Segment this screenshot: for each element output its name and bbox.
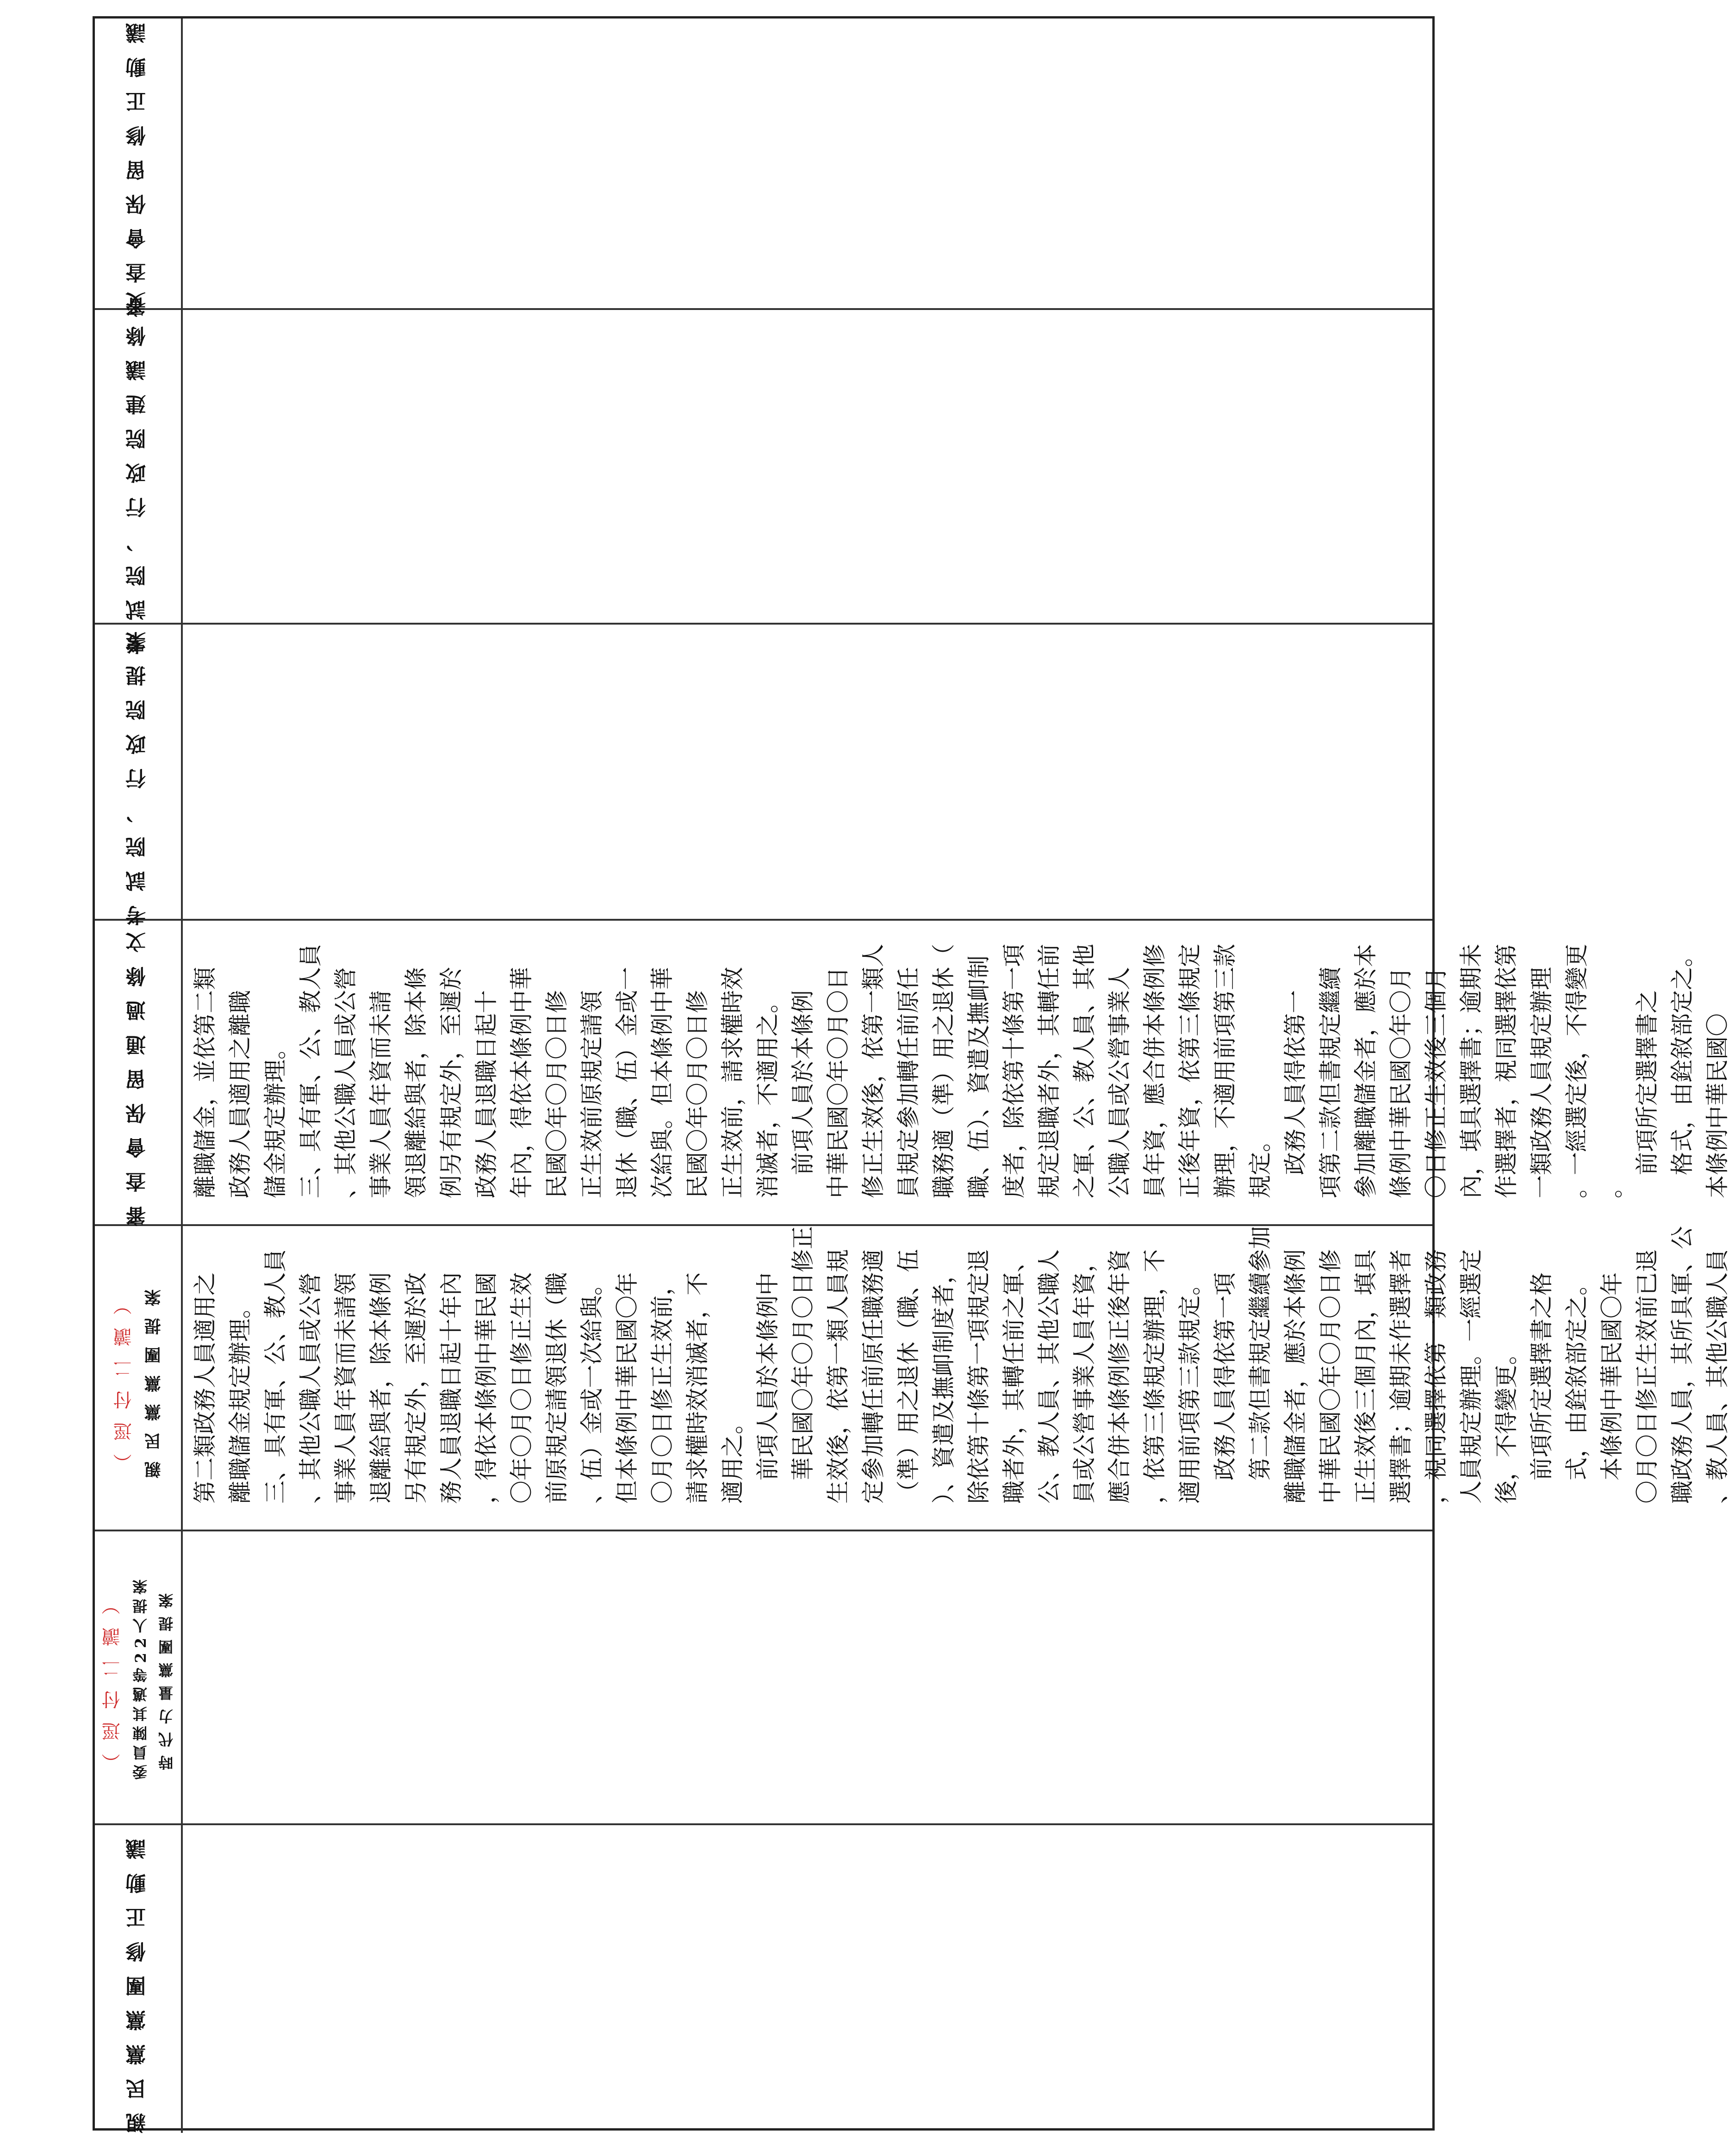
text-line: 政務人員得依第一項 (1212, 1272, 1238, 1481)
header-cell (95, 1531, 183, 1823)
text-line: 次給與。但本條例中華 (649, 967, 676, 1198)
text-line: 一類政務人員規定辦理 (1528, 967, 1555, 1198)
text-line: 生效後，依第一類人員規 (825, 1249, 852, 1504)
text-cell (183, 921, 1731, 1224)
document-page (28, 0, 1731, 2156)
text-line: 前項人員於本條例中 (754, 1272, 781, 1481)
header-cell (95, 9, 183, 317)
text-line: 本條例中華民國〇年 (1598, 1272, 1625, 1481)
text-line: 另有規定外，至遲於政 (403, 1272, 429, 1504)
text-line: ）、資遣及撫卹制度者， (930, 1261, 957, 1504)
text-line: 正生效前，請求權時效 (719, 967, 746, 1198)
text-line: 正生效後三個月內，填具 (1352, 1249, 1379, 1504)
text-line: 三、具有軍、公、教人員 (297, 944, 324, 1198)
text-line: 、其他公職人員或公營 (332, 967, 359, 1198)
text-line: 請求權時效消滅者，不 (684, 1272, 711, 1504)
text-line: 、其他公職人員或公營 (297, 1272, 324, 1504)
text-line: 消滅者，不適用之。 (754, 990, 781, 1198)
text-line: 後，不得變更。 (1493, 1342, 1520, 1504)
row-review-retained-text (95, 918, 1731, 1227)
text-line: 選擇書；逾期未作選擇者 (1387, 1249, 1414, 1504)
text-line: 中華民國〇年〇月〇日修 (1317, 1249, 1344, 1504)
row-exam-yuan-recommended (95, 278, 1432, 655)
header-npp-line2: 時代力量黨團提案 (157, 1585, 175, 1770)
text-line: 政務人員退職日起十 (473, 990, 500, 1198)
row-npp-proposal (95, 1531, 1432, 1825)
text-line: 前項人員於本條例 (790, 990, 816, 1175)
text-line: 正後年資，依第三條規定 (1176, 944, 1203, 1198)
row-kmt-proposal (95, 1226, 1731, 1531)
text-line: 人員規定辦理。一經選定 (1458, 1249, 1485, 1504)
text-line: 政務人員得依第一 (1282, 990, 1309, 1175)
text-line: 應合併本條例修正後年資 (1106, 1249, 1133, 1504)
header-npp-line1: 委員陳其邁等22人提案 (131, 1575, 149, 1780)
text-line: 〇月〇日修正生效前已退 (1634, 1249, 1660, 1504)
text-cell (183, 1226, 1731, 1530)
text-line: 職、伍）、資遣及撫卹制 (965, 955, 992, 1198)
header-npp-tag: （逕付二讀） (101, 1583, 123, 1772)
text-line: 作選擇者，視同選擇依第 (1493, 944, 1520, 1198)
review-retained-text-block (187, 930, 1735, 1198)
text-line: 公職人員或公營事業人 (1106, 967, 1133, 1198)
text-line: 項第二款但書規定繼續 (1317, 967, 1344, 1198)
text-line: 、伍）金或一次給與。 (578, 1272, 605, 1504)
text-line: 職者外，其轉任前之軍、 (1001, 1249, 1027, 1504)
text-line: 〇年〇月〇日修正生效 (508, 1272, 535, 1504)
row-pfp-amendment (95, 1825, 1432, 2133)
text-line: 離職儲金規定辦理。 (227, 1295, 254, 1504)
text-line: ，得依本條例中華民國 (473, 1272, 500, 1504)
text-line: ，視同選擇依第一類政務 (1423, 1249, 1449, 1504)
header-kmt-proposal: 親民黨黨團提案 (144, 1277, 163, 1478)
text-line: 第二類政務人員適用之 (192, 1272, 218, 1504)
header-review-retained-text: 審查會保留通過條文 (126, 918, 149, 1227)
text-line: 規定。 (1247, 1129, 1274, 1198)
text-line: 格式，由銓敘部定之。 (1669, 944, 1696, 1175)
text-line: 例另有規定外，至遲於 (438, 967, 465, 1198)
empty-cell (183, 19, 1432, 308)
header-kmt-tag: （逕付二讀） (113, 1283, 135, 1472)
row-review-proposed-amendment (95, 9, 1432, 317)
text-line: ，依第三條規定辦理，不 (1141, 1249, 1168, 1504)
text-line: 適用之。 (719, 1411, 746, 1504)
empty-cell (183, 310, 1432, 623)
text-line: 參加離職儲金者，應於本 (1352, 944, 1379, 1198)
text-line: 規定退職者外，其轉任前 (1036, 944, 1063, 1198)
empty-cell (183, 1825, 1432, 2133)
text-line: 公、教人員、其他公職人 (1036, 1249, 1063, 1504)
kmt-proposal-text-block (187, 1226, 1735, 1504)
text-line: 退休（職、伍）金或一 (614, 967, 641, 1198)
header-cell (95, 1226, 183, 1530)
text-line: 度者，除依第十條第一項 (1001, 944, 1027, 1198)
text-line: 條例中華民國〇年〇月 (1387, 967, 1414, 1198)
text-line: 華民國〇年〇月〇日修正 (790, 1226, 816, 1481)
text-line: 〇日修正生效後三個月 (1423, 967, 1449, 1198)
header-review-proposed-amendment: 審查會保留修正動議 (126, 9, 149, 317)
text-line: 領退離給與者，除本條 (403, 967, 429, 1198)
text-line: 年內，得依本條例中華 (508, 967, 535, 1198)
header-cell (95, 1825, 183, 2133)
text-line: 除依第十條第一項規定退 (965, 1249, 992, 1504)
text-line: 。 (1598, 1175, 1625, 1198)
text-line: 民國〇年〇月〇日修 (543, 990, 570, 1198)
text-line: 員或公營事業人員年資， (1071, 1249, 1098, 1504)
empty-cell (183, 625, 1432, 919)
text-line: 定參加轉任前原任職務適 (860, 1249, 887, 1504)
text-line: 離職儲金者，應於本條例 (1282, 1249, 1309, 1504)
text-line: 事業人員年資而未請領 (332, 1272, 359, 1504)
text-line: （準）用之退休（職、伍 (895, 1249, 922, 1504)
text-line: 三、具有軍、公、教人員 (262, 1249, 289, 1504)
text-line: 之軍、公、教人員、其他 (1071, 944, 1098, 1198)
text-line: 職務適（準）用之退休（ (930, 944, 957, 1198)
text-line: 員規定參加轉任前原任 (895, 967, 922, 1198)
text-line: 本條例中華民國〇 (1704, 1013, 1731, 1198)
row-exam-exec-proposal (95, 618, 1432, 926)
text-line: 前項所定選擇書之 (1634, 990, 1660, 1175)
text-line: 修正生效後，依第一類人 (860, 944, 887, 1198)
text-line: 事業人員年資而未請 (367, 990, 394, 1198)
text-line: 式，由銓敘部定之。 (1563, 1272, 1590, 1481)
text-line: 適用前項第三款規定。 (1176, 1272, 1203, 1504)
text-line: 前原規定請領退休（職 (543, 1272, 570, 1504)
header-exam-yuan-recommended: 考試院、行政院建議條文 (126, 278, 149, 655)
header-cell (95, 618, 183, 926)
text-line: 辦理，不適用前項第三款 (1212, 944, 1238, 1198)
text-line: 員年資，應合併本條例修 (1141, 944, 1168, 1198)
header-exam-exec-proposal: 考試院、行政院提案 (126, 618, 149, 926)
empty-cell (183, 1531, 1432, 1823)
text-line: 務人員退職日起十年內 (438, 1272, 465, 1504)
text-line: 。一經選定後，不得變更 (1563, 944, 1590, 1198)
text-line: 職政務人員，其所具軍、公 (1669, 1226, 1696, 1504)
text-line: 、教人員、其他公職人員 (1704, 1249, 1731, 1504)
text-line: 〇月〇日修正生效前， (649, 1272, 676, 1504)
text-line: 前項所定選擇書之格 (1528, 1272, 1555, 1481)
text-line: 儲金規定辦理。 (262, 1036, 289, 1198)
text-line: 正生效前原規定請領 (578, 990, 605, 1198)
text-line: 政務人員適用之離職 (227, 990, 254, 1198)
text-line: 民國〇年〇月〇日修 (684, 990, 711, 1198)
text-line: 內，填具選擇書；逾期未 (1458, 944, 1485, 1198)
header-cell (95, 278, 183, 655)
text-line: 中華民國〇年〇月〇日 (825, 967, 852, 1198)
text-line: 退離給與者，除本條例 (367, 1272, 394, 1504)
header-pfp-amendment: 親民黨黨團修正動議 (126, 1825, 149, 2133)
text-line: 但本條例中華民國〇年 (614, 1272, 641, 1504)
comparison-table (93, 9, 1731, 2133)
text-line: 第二款但書規定繼續參加 (1247, 1226, 1274, 1481)
text-line: 離職儲金，並依第二類 (192, 967, 218, 1198)
header-cell (95, 918, 183, 1227)
